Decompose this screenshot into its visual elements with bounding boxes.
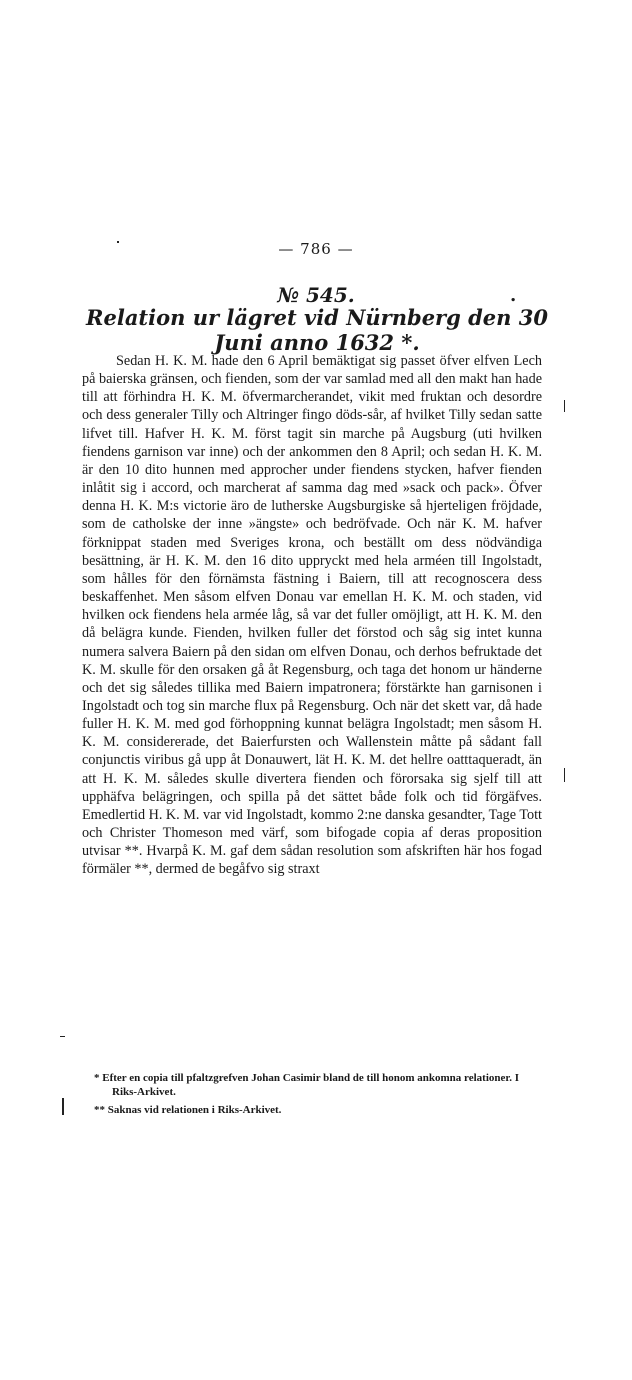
margin-tick-right [564,400,565,412]
document-title: Relation ur lägret vid Nürnberg den 30 Juni anno 1632 *. [86,305,548,355]
footnotes [82,1071,542,1121]
margin-dash-left [60,1036,65,1037]
document-number: № 545. [277,283,355,307]
footnote-1: * Efter en copia till pfaltzgrefven Johan Casimir bland de till honom ankomna relationer. I Riks-Arkivet. [94,1072,520,1098]
body-paragraph: Sedan H. K. M. hade den 6 April bemäktigat sig passet öfver elfven Lech på baierska gränsen, och fienden, som der var samlad med all den makt han hade till att förhindra H. K. M. öfvermarcherandet, vikit med fruktan och desordre och dess generaler Tilly och Altringer fingo döds-sår, af hvilket Tilly sedan satte lifvet till. Hafver H. K. M. först tagit sin marche på Augsburg (uti hvilken fiendens garnison var inne) och der ankommen den 8 April; och sedan H. K. M. är den 10 dito hunnen med approcher under fiendens stycken, hafver fienden inlåtit sig i accord, och marcherat af samma dag med »sack och pack». Öfver denna H. K. M:s victorie äro de lutherske Augsburgiske så hjerteligen fröjdade, som de catholske der inne »ängste» och bedröfvade. Och när K. M. hafver förknippat staden med Sveriges krona, och beställt om dess nödvändiga besättning, är H. K. M. den 16 dito uppryckt med hela arméen till Ingolstadt, som hålles för den förnämsta fästning i Baiern, till att recognoscera dess beskaffenhet. Men såsom elfven Donau var emellan H. K. M. och staden, vid hvilken ock fiendens hela armée låg, så var det fuller omöjligt, att H. K. M. den då belägra kunde. Fienden, hvilken fuller det förstod och såg sig intet kunna numera salvera Baiern på den sidan om elfven Donau, och derhos befruktade det K. M. skulle för den orsaken gå åt Regensburg, och taga det honom ur händerne och det sig således tillika med Baiern impatronera; förstärkte han garnisonen i Ingolstadt och tog sin marche flux på Regensburg. Och när det skett var, då hade fuller H. K. M. med god förhoppning kunnat belägra Ingolstadt; men såsom H. K. M. considererade, det Baierfursten och Wallenstein måtte på sådant fall conjunctis viribus gå upp åt Donauwert, lät H. K. M. det hellre oatttaqueradt, än att H. K. M. således skulle divertera fienden och förorsaka sig sjelf till att upphäfva belägringen, och spilla på det sättet både folk och tid förgäfves. Emedlertid H. K. M. var vid Ingolstadt, kommo 2:ne danska gesandter, Tage Tott och Christer Thomeson med värf, som bifogade copia af deras proposition utvisar **. Hvarpå K. M. gaf dem sådan resolution som afskriften här hos fogad förmäler **, dermed de begåfvo sig straxt [82,353,542,878]
body-text [82,352,542,879]
footnote-2: ** Saknas vid relationen i Riks-Arkivet. [94,1104,282,1116]
margin-bar-left [62,1098,64,1115]
margin-tick-left-top [117,241,119,243]
page-number: — 786 — [278,240,354,258]
stray-mark: . [510,285,517,306]
margin-tick-right-lower [564,768,565,782]
